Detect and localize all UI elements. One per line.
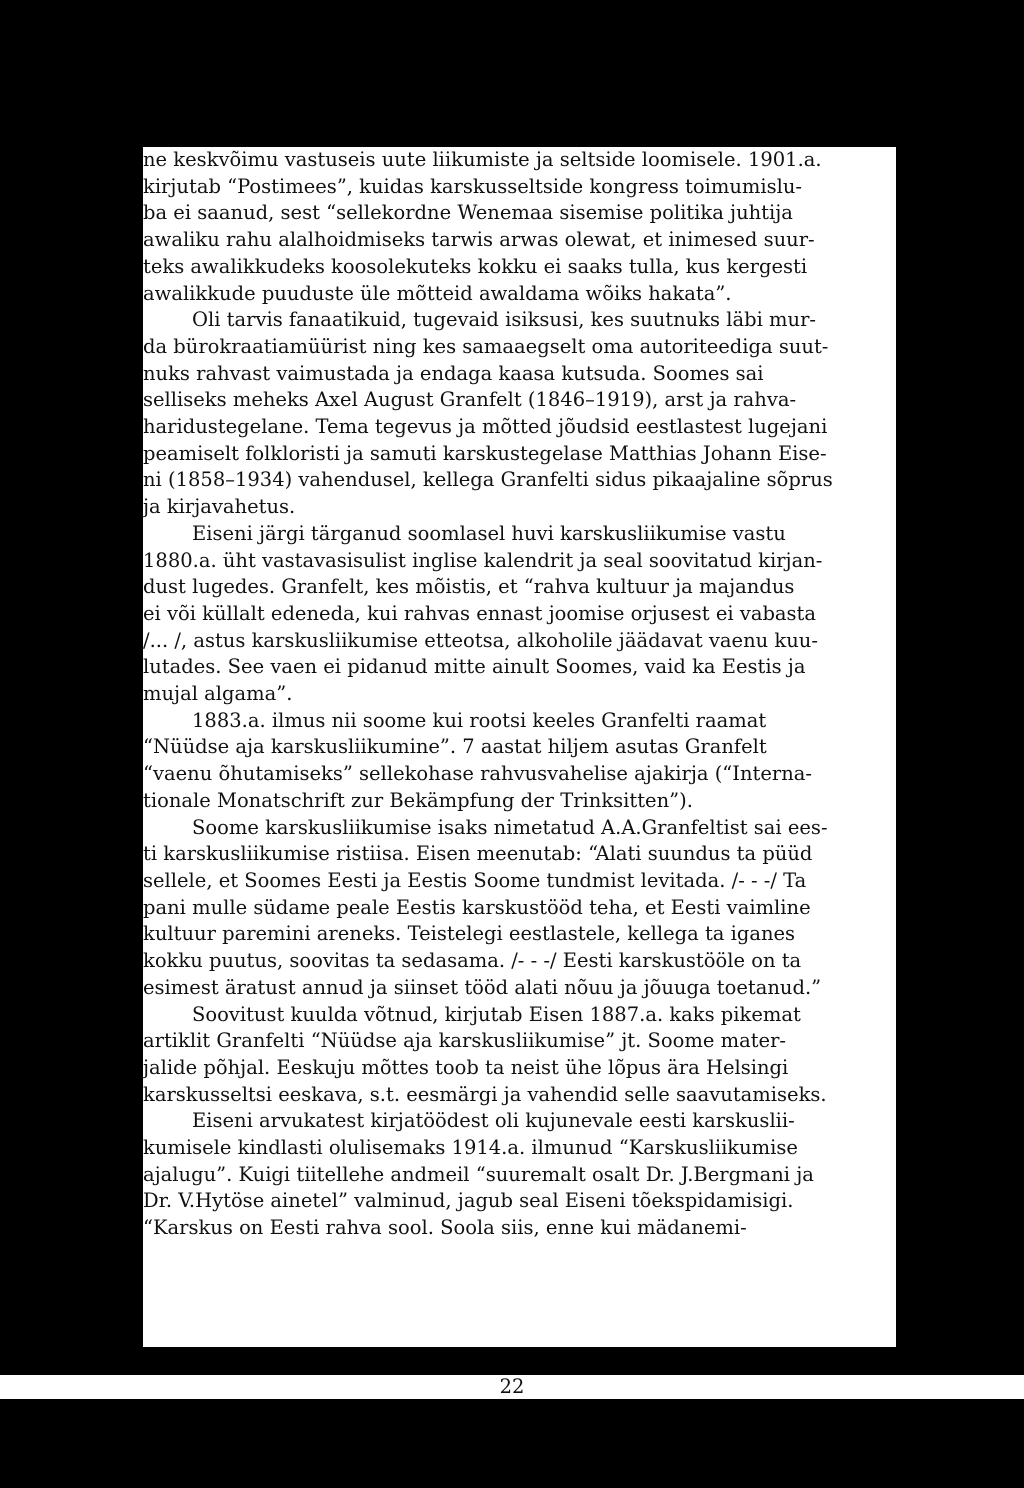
text-line: 1883.a. ilmus nii soome kui rootsi keeles Granfelti raamat [192,708,767,732]
text-line: da bürokraatiamüürist ning kes samaaegselt oma autoriteediga suut- [143,334,829,358]
text-line: ti karskusliikumise ristiisa. Eisen meenutab: “Alati suundus ta püüd [143,842,813,866]
text-line: dust lugedes. Granfelt, kes mõistis, et “rahva kultuur ja majandus [143,575,795,599]
text-line: Oli tarvis fanaatikuid, tugevaid isiksusi, kes suutnuks läbi mur- [192,308,816,332]
paragraph [143,1108,896,1242]
text-line: Dr. V.Hytöse ainetel” valminud, jagub seal Eiseni tõekspidamisigi. [143,1189,794,1213]
text-line: kokku puutus, soovitas ta sedasama. /- - -/ Eesti karskustööle on ta [143,949,802,973]
text-line: esimest äratust annud ja siinset tööd alati nõuu ja jõuuga toetanud.” [143,975,822,999]
text-line: nuks rahvast vaimustada ja endaga kaasa kutsuda. Soomes sai [143,361,764,385]
text-line: ajalugu”. Kuigi tiitellehe andmeil “suuremalt osalt Dr. J.Bergmani ja [143,1162,814,1186]
text-line: artiklit Granfelti “Nüüdse aja karskusliikumise” jt. Soome mater- [143,1029,786,1053]
text-line: karskusseltsi eeskava, s.t. eesmärgi ja vahendid selle saavutamiseks. [143,1082,827,1106]
text-line: awaliku rahu alalhoidmiseks tarwis arwas olewat, et inimesed suur- [143,228,815,252]
text-line: ba ei saanud, sest “sellekordne Wenemaa sisemise politika juhtija [143,201,793,225]
text-line: lutades. See vaen ei pidanud mitte ainult Soomes, vaid ka Eestis ja [143,655,806,679]
paragraph [143,1002,896,1109]
text-line: selliseks meheks Axel August Granfelt (1846–1919), arst ja rahva- [143,388,797,412]
text-line: kumisele kindlasti olulisemaks 1914.a. ilmunud “Karskusliikumise [143,1136,798,1160]
text-line: Soovitust kuulda võtnud, kirjutab Eisen 1887.a. kaks pikemat [192,1002,801,1026]
text-line: ei või küllalt edeneda, kui rahvas ennast joomise orjusest ei vabasta [143,601,817,625]
text-line: pani mulle südame peale Eestis karskustööd teha, et Eesti vaimline [143,895,811,919]
text-line: awalikkude puuduste üle mõtteid awaldama wõiks hakata”. [143,281,732,305]
paragraph [143,307,896,521]
paragraph [143,521,896,708]
text-line: /... /, astus karskusliikumise etteotsa, alkoholile jäädavat vaenu kuu- [143,628,818,652]
text-line: kirjutab “Postimees”, kuidas karskusseltside kongress toimumislu- [143,174,803,198]
text-line: “vaenu õhutamiseks” sellekohase rahvusvahelise ajakirja (“Interna- [143,762,812,786]
text-line: ja kirjavahetus. [143,495,296,519]
text-line: jalide põhjal. Eeskuju mõttes toob ta neist ühe lõpus ära Helsingi [143,1055,789,1079]
text-line: teks awalikkudeks koosolekuteks kokku ei saaks tulla, kus kergesti [143,254,808,278]
text-line: Soome karskusliikumise isaks nimetatud A.A.Granfeltist sai ees- [192,815,828,839]
text-line: haridustegelane. Tema tegevus ja mõtted jõudsid eestlastest lugejani [143,415,828,439]
paragraph [143,815,896,1002]
text-line: Eiseni järgi tärganud soomlasel huvi karskusliikumise vastu [192,521,786,545]
text-line: “Nüüdse aja karskusliikumine”. 7 aastat hiljem asutas Granfelt [143,735,767,759]
text-line: mujal algama”. [143,682,293,706]
text-line: sellele, et Soomes Eesti ja Eestis Soome tundmist levitada. /- - -/ Ta [143,868,807,892]
paragraph [143,147,896,307]
paragraph [143,708,896,815]
text-body [143,147,896,1347]
text-line: peamiselt folkloristi ja samuti karskustegelase Matthias Johann Eise- [143,441,827,465]
text-line: Eiseni arvukatest kirjatöödest oli kujunevale eesti karskuslii- [192,1109,795,1133]
text-line: kultuur paremini areneks. Teistelegi eestlastele, kellega ta iganes [143,922,796,946]
text-line: tionale Monatschrift zur Bekämpfung der Trinksitten”). [143,788,693,812]
text-line: “Karskus on Eesti rahva sool. Soola siis, enne kui mädanemi- [143,1216,747,1240]
text-line: ni (1858–1934) vahendusel, kellega Granfelti sidus pikaajaline sõprus [143,468,833,492]
page-number: 22 [0,1375,1024,1399]
text-line: 1880.a. üht vastavasisulist inglise kalendrit ja seal soovitatud kirjan- [143,548,823,572]
text-line: ne keskvõimu vastuseis uute liikumiste ja seltside loomisele. 1901.a. [143,148,822,171]
